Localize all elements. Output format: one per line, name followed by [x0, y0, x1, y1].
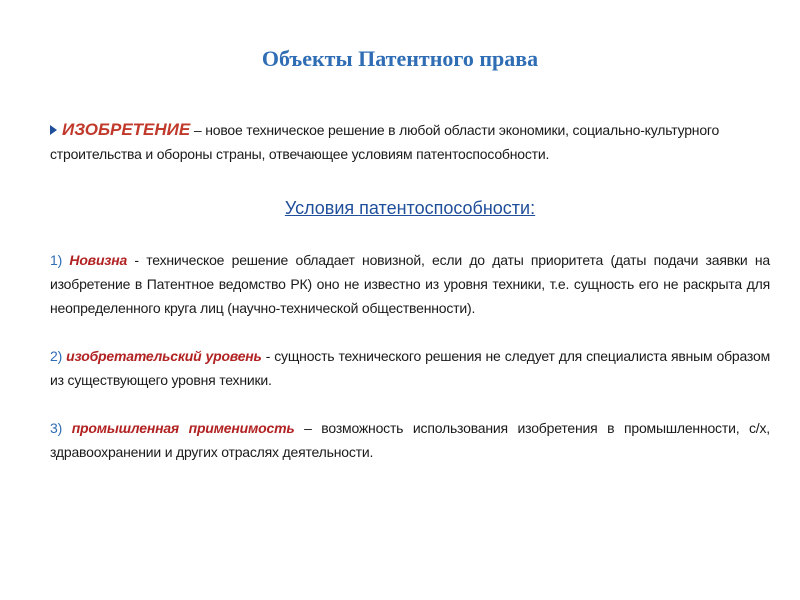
conditions-heading: Условия патентоспособности: [284, 198, 536, 218]
condition-number: 1) [50, 252, 63, 268]
invention-definition [50, 118, 770, 166]
invention-term: ИЗОБРЕТЕНИЕ [62, 120, 191, 139]
slide-title: Объекты Патентного права [261, 46, 539, 71]
invention-definition-text: – новое техническое решение в любой области экономики, социально-культурного строительства и обороны страны, отвечающее условиям патентоспособности. [50, 122, 720, 162]
condition-text: - сущность технического решения не следует для специалиста явным образом из существующего уровня техники. [50, 348, 770, 388]
condition-item-inventive-step [50, 344, 770, 392]
condition-text: – возможность использования изобретения в промышленности, с/х, здравоохранении и других отраслях деятельности. [50, 420, 770, 460]
arrow-bullet-icon [50, 125, 57, 135]
condition-item-industrial-applicability [50, 416, 770, 464]
condition-term: изобретательский уровень [66, 348, 262, 364]
condition-item-novelty [50, 248, 770, 320]
condition-text: - техническое решение обладает новизной, если до даты приоритета (даты подачи заявки на изобретение в Патентное ведомство РК) оно не известно из уровня техники, т.е. сущность его не раскрыта для неопределенного круга лиц (научно-технической общественности). [50, 252, 770, 316]
condition-term: Новизна [69, 252, 128, 268]
condition-number: 2) [50, 348, 63, 364]
condition-term: промышленная применимость [71, 420, 295, 436]
condition-number: 3) [50, 420, 63, 436]
slide-content [50, 118, 770, 488]
